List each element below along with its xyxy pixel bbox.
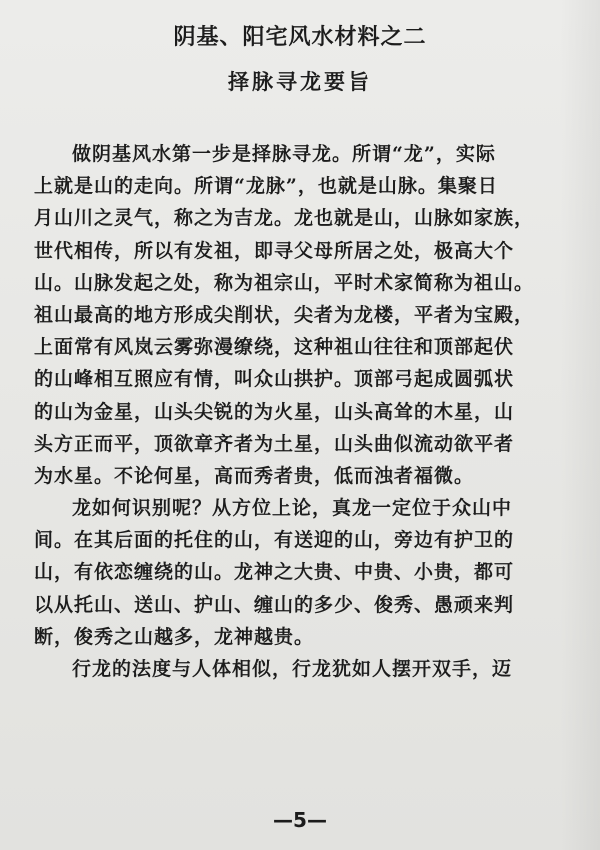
paragraph-line: 的山峰相互照应有情，叫众山拱护。顶部弓起成圆弧状: [34, 368, 515, 391]
paragraph-line: 世代相传，所以有发祖，即寻父母所居之处，极高大个: [34, 239, 515, 262]
paragraph-line: 山，有依恋缠绕的山。龙神之大贵、中贵、小贵，都可: [34, 561, 515, 584]
paragraph-line: 行龙的法度与人体相似，行龙犹如人摆开双手，迈: [72, 658, 513, 680]
paragraph-line: 山。山脉发起之处，称为祖宗山，平时术家简称为祖山。: [34, 271, 535, 294]
paragraph-line: 断，俊秀之山越多，龙神越贵。: [34, 625, 315, 648]
paragraph-line: 为水星。不论何星，高而秀者贵，低而浊者福微。: [34, 464, 475, 487]
paragraph-line: 上就是山的走向。所谓“龙脉”，也就是山脉。集聚日: [34, 175, 498, 198]
page-number: —5—: [273, 808, 327, 832]
paragraph-line: 间。在其后面的托住的山，有送迎的山，旁边有护卫的: [34, 529, 515, 552]
paragraph-line: 的山为金星，山头尖锐的为火星，山头高耸的木星，山: [34, 400, 515, 423]
paragraph-line: 以从托山、送山、护山、缠山的多少、俊秀、愚顽来判: [34, 593, 515, 616]
paragraph-line: 头方正而平，顶欲章齐者为土星，山头曲似流动欲平者: [34, 432, 515, 455]
paragraph-line: 做阴基风水第一步是择脉寻龙。所谓“龙”，实际: [72, 143, 496, 165]
page-title: 阴基、阳宅风水材料之二: [173, 25, 427, 50]
paragraph-line: 龙如何识别呢？从方位上论，真龙一定位于众山中: [72, 497, 513, 520]
paragraph-line: 祖山最高的地方形成尖削状，尖者为龙楼，平者为宝殿，: [34, 303, 535, 326]
paragraph-line: 月山川之灵气，称之为吉龙。龙也就是山，山脉如家族，: [34, 207, 535, 230]
paragraph-line: 上面常有风岚云雾弥漫缭绕，这种祖山往往和顶部起伏: [34, 336, 515, 359]
body-text: [34, 138, 579, 685]
page-subtitle: 择脉寻龙要旨: [228, 70, 372, 94]
